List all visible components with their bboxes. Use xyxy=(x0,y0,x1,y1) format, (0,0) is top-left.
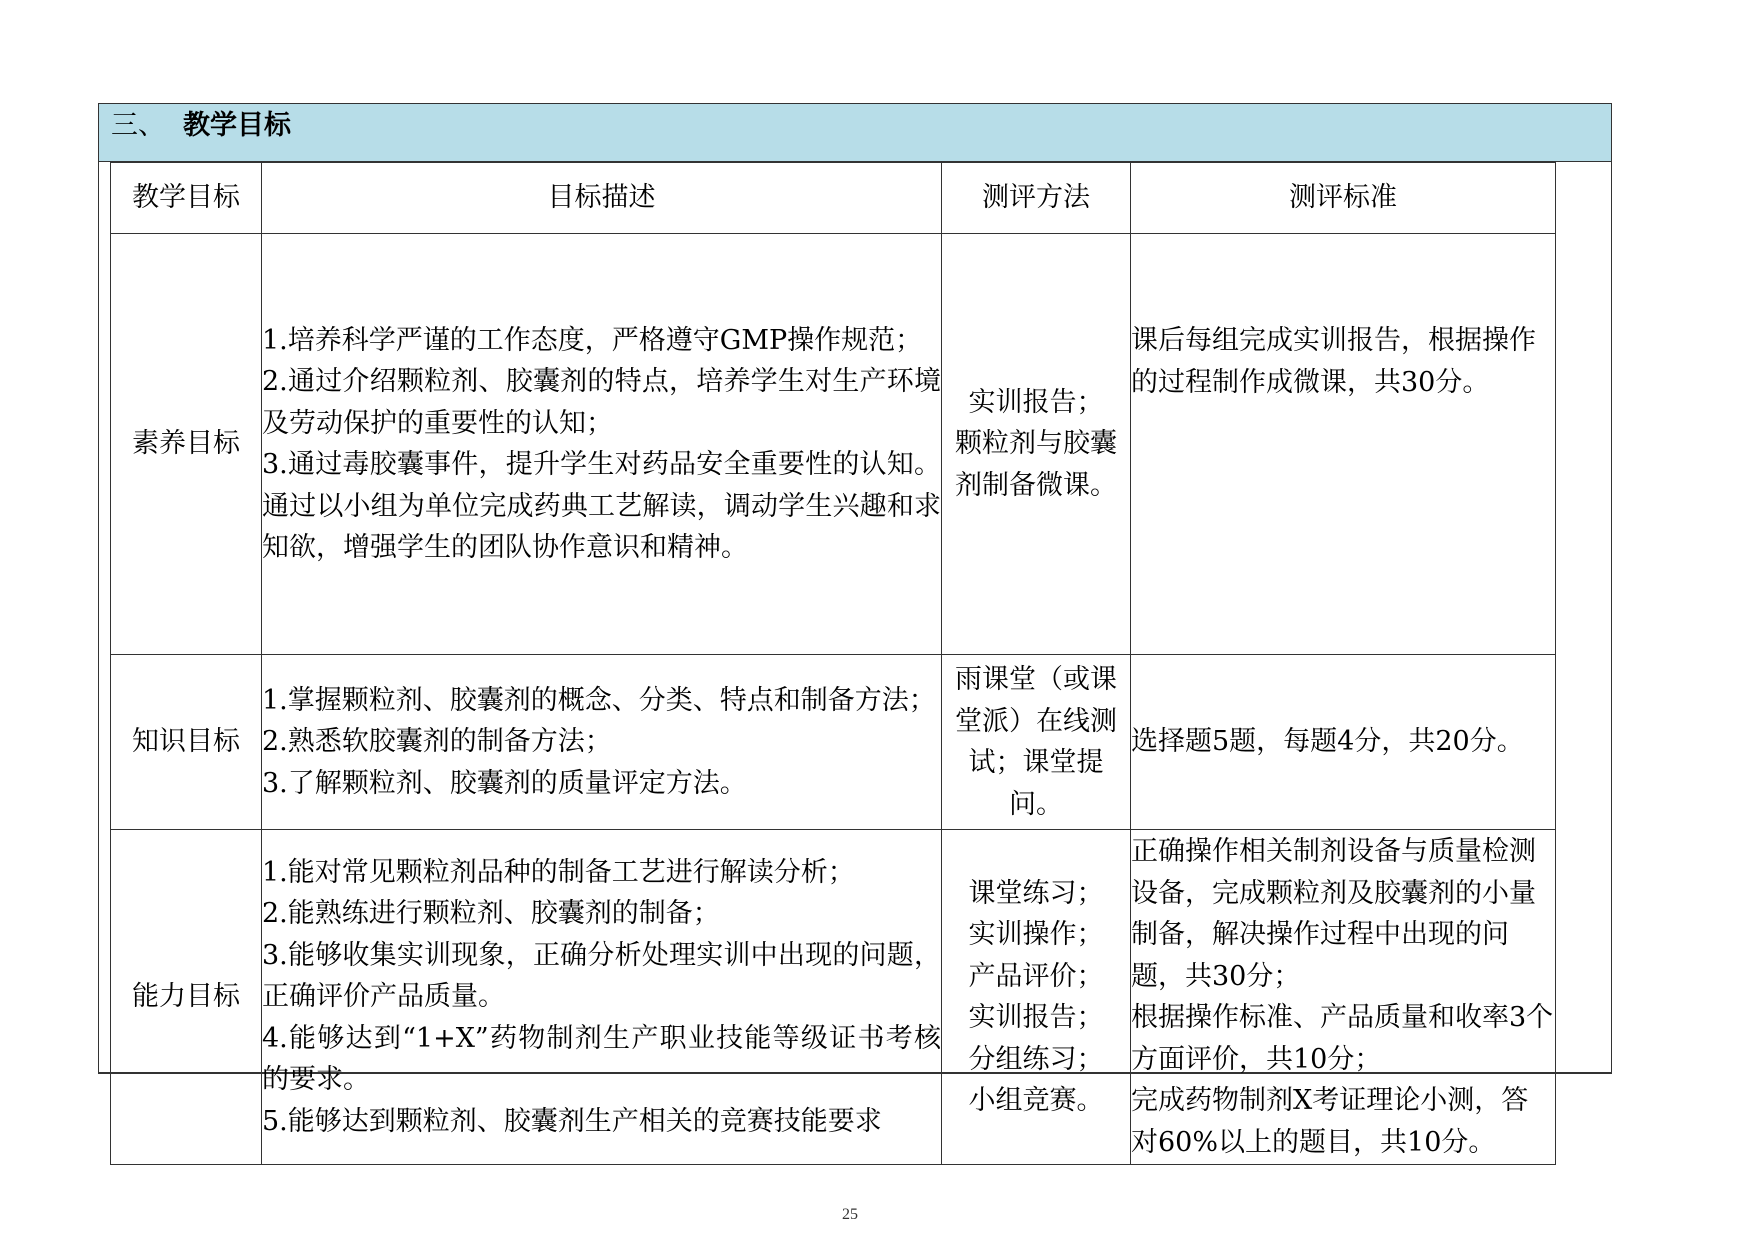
method-item: 小组竞赛。 xyxy=(968,1085,1104,1116)
table-row xyxy=(111,234,1556,655)
section-header xyxy=(99,104,1611,162)
page-number: 25 xyxy=(842,1206,858,1223)
teaching-goals-table xyxy=(110,162,1556,1165)
method-item: 分组练习； xyxy=(968,1043,1104,1075)
method-item: 实训报告； xyxy=(968,1002,1104,1033)
method-item: 产品评价； xyxy=(968,960,1104,992)
assessment-method xyxy=(942,234,1131,655)
description-item: 3.了解颗粒剂、胶囊剂的质量评定方法。 xyxy=(262,767,747,799)
section-number: 三、 xyxy=(111,110,165,141)
goal-description xyxy=(262,830,942,1165)
table-row xyxy=(111,830,1556,1165)
description-item: 3.通过毒胶囊事件，提升学生对药品安全重要性的认知。通过以小组为单位完成药典工艺解读，调动学生兴趣和求知欲，增强学生的团队协作意识和精神。 xyxy=(262,449,941,563)
criteria-item: 正确操作相关制剂设备与质量检测设备，完成颗粒剂及胶囊剂的小量制备，解决操作过程中出现的问题，共30分； xyxy=(1131,836,1536,992)
description-item: 1.能对常见颗粒剂品种的制备工艺进行解读分析； xyxy=(262,856,855,888)
description-item: 2.通过介绍颗粒剂、胶囊剂的特点，培养学生对生产环境及劳动保护的重要性的认知； xyxy=(262,366,941,439)
row-label: 知识目标 xyxy=(111,655,262,830)
assessment-method xyxy=(942,830,1131,1165)
method-item: 雨课堂（或课堂派）在线测试；课堂提问。 xyxy=(955,664,1117,820)
criteria-item: 选择题5题，每题4分，共20分。 xyxy=(1131,726,1524,758)
row-label: 能力目标 xyxy=(111,830,262,1165)
description-item: 1.掌握颗粒剂、胶囊剂的概念、分类、特点和制备方法； xyxy=(262,684,936,716)
assessment-criteria xyxy=(1131,830,1556,1165)
teaching-goals-section xyxy=(98,103,1612,1158)
criteria-item: 完成药物制剂X考证理论小测，答对60%以上的题目，共10分。 xyxy=(1131,1085,1529,1158)
header-goal: 教学目标 xyxy=(111,163,262,234)
description-item: 4.能够达到“1+X”药物制剂生产职业技能等级证书考核的要求。 xyxy=(262,1022,941,1096)
description-item: 3.能够收集实训现象，正确分析处理实训中出现的问题，正确评价产品质量。 xyxy=(262,939,941,1013)
criteria-item: 根据操作标准、产品质量和收率3个方面评价，共10分； xyxy=(1131,1002,1554,1075)
description-item: 2.熟悉软胶囊剂的制备方法； xyxy=(262,726,612,758)
table-row xyxy=(111,655,1556,830)
criteria-item: 课后每组完成实训报告，根据操作的过程制作成微课，共30分。 xyxy=(1131,325,1536,398)
header-method: 测评方法 xyxy=(942,163,1131,234)
description-item: 2.能熟练进行颗粒剂、胶囊剂的制备； xyxy=(262,898,720,930)
header-criteria: 测评标准 xyxy=(1131,163,1556,234)
method-item: 课堂练习； xyxy=(968,877,1104,909)
assessment-criteria xyxy=(1131,234,1556,655)
method-item: 颗粒剂与胶囊剂制备微课。 xyxy=(955,428,1117,501)
description-item: 1.培养科学严谨的工作态度，严格遵守GMP操作规范； xyxy=(262,324,923,356)
method-item: 实训报告； xyxy=(968,386,1104,418)
assessment-criteria xyxy=(1131,655,1556,830)
row-label: 素养目标 xyxy=(111,234,262,655)
assessment-method xyxy=(942,655,1131,830)
goal-description xyxy=(262,234,942,655)
goal-description xyxy=(262,655,942,830)
header-description: 目标描述 xyxy=(262,163,942,234)
table-header-row xyxy=(111,163,1556,234)
method-item: 实训操作； xyxy=(968,919,1104,950)
section-title: 教学目标 xyxy=(183,110,291,141)
description-item: 5.能够达到颗粒剂、胶囊剂生产相关的竞赛技能要求 xyxy=(262,1105,882,1137)
